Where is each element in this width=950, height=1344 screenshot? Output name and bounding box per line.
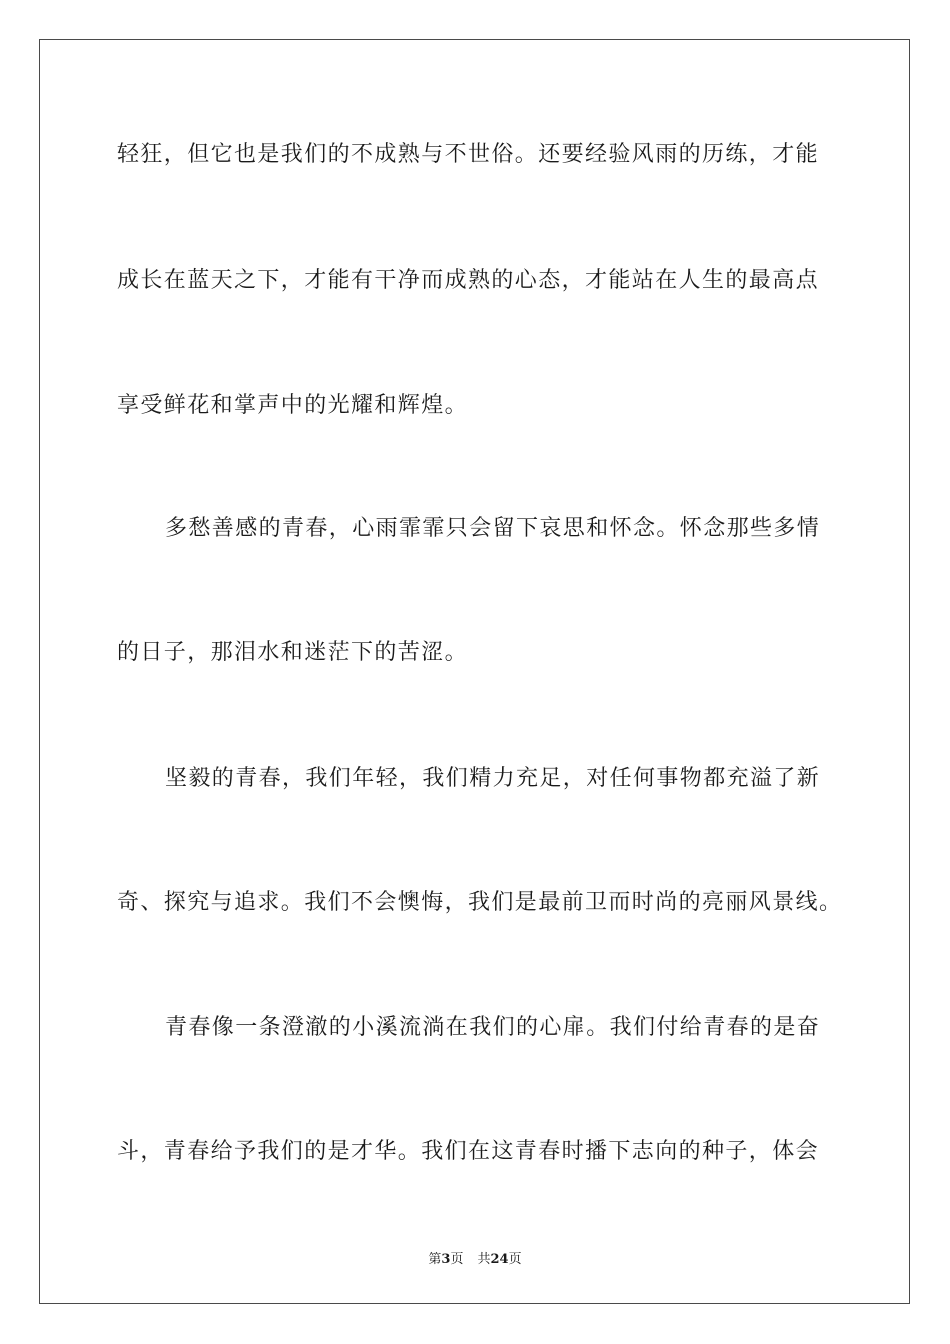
paragraph-first-line: 多愁善感的青春，心雨霏霏只会留下哀思和怀念。怀念那些多情 (165, 516, 821, 541)
total-suffix: 页 (508, 1252, 522, 1267)
total-pages: 24 (490, 1252, 509, 1267)
body-line: 的日子，那泪水和迷茫下的苦涩。 (117, 640, 469, 665)
body-line: 斗，青春给予我们的是才华。我们在这青春时播下志向的种子，体会 (117, 1139, 820, 1164)
page-border (39, 39, 910, 1304)
page-suffix: 页 (450, 1252, 464, 1267)
body-line: 轻狂，但它也是我们的不成熟与不世俗。还要经验风雨的历练，才能 (117, 142, 820, 167)
page-prefix: 第 (428, 1252, 442, 1267)
paragraph-first-line: 青春像一条澄澈的小溪流淌在我们的心扉。我们付给青春的是奋 (165, 1015, 821, 1040)
page-number: 3 (441, 1252, 451, 1267)
page-footer (0, 1248, 950, 1267)
body-line: 享受鲜花和掌声中的光耀和辉煌。 (117, 393, 469, 418)
paragraph-first-line: 坚毅的青春，我们年轻，我们精力充足，对任何事物都充溢了新 (165, 766, 821, 791)
body-line: 奇、探究与追求。我们不会懊悔，我们是最前卫而时尚的亮丽风景线。 (117, 890, 843, 915)
total-prefix: 共 (477, 1252, 491, 1267)
body-line: 成长在蓝天之下，才能有干净而成熟的心态，才能站在人生的最高点 (117, 268, 820, 293)
